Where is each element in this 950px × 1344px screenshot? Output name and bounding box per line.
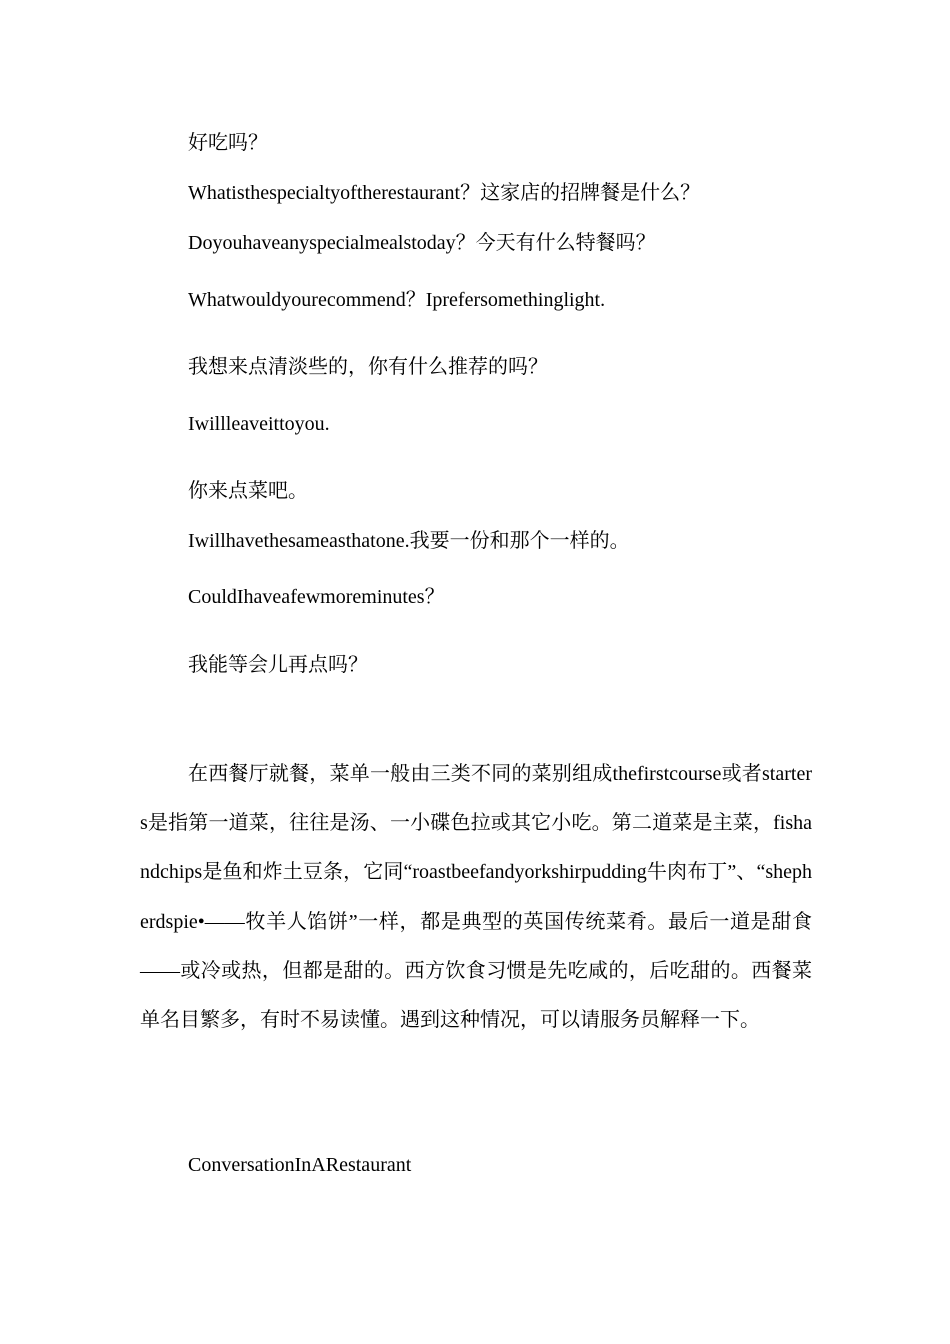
- dialogue-line: 好吃吗？: [188, 132, 268, 154]
- dialogue-line: Whatisthespecialtyoftherestaurant？这家店的招牌餐是什么？: [188, 182, 701, 204]
- dialogue-line: 我能等会儿再点吗？: [188, 654, 368, 676]
- dialogue-line: Doyouhaveanyspecialmealstoday？今天有什么特餐吗？: [188, 232, 656, 254]
- dialogue-line: Whatwouldyourecommend？Iprefersomethinglight.: [188, 289, 606, 311]
- dialogue-line: CouldIhaveafewmoreminutes？: [188, 586, 445, 608]
- dialogue-line: 你来点菜吧。: [188, 480, 308, 502]
- body-paragraph: 在西餐厅就餐，菜单一般由三类不同的菜别组成thefirstcourse或者starters是指第一道菜，往往是汤、一小碟色拉或其它小吃。第二道菜是主菜，fishandchips是鱼和炸土豆条，它同“roastbeefandyorkshirpudding牛肉布丁”、“shepherdspie•——牧羊人馅饼”一样，都是典型的英国传统菜肴。最后一道是甜食——或冷或热，但都是甜的。西方饮食习惯是先吃咸的，后吃甜的。西餐菜单名目繁多，有时不易读懂。遇到这种情况，可以请服务员解释一下。: [140, 763, 812, 1032]
- dialogue-line: Iwillleaveittoyou.: [188, 413, 330, 435]
- dialogue-line: Iwillhavethesameasthatone.我要一份和那个一样的。: [188, 530, 630, 552]
- dialogue-line: 我想来点清淡些的，你有什么推荐的吗？: [188, 356, 548, 378]
- section-title: ConversationInARestaurant: [188, 1154, 412, 1176]
